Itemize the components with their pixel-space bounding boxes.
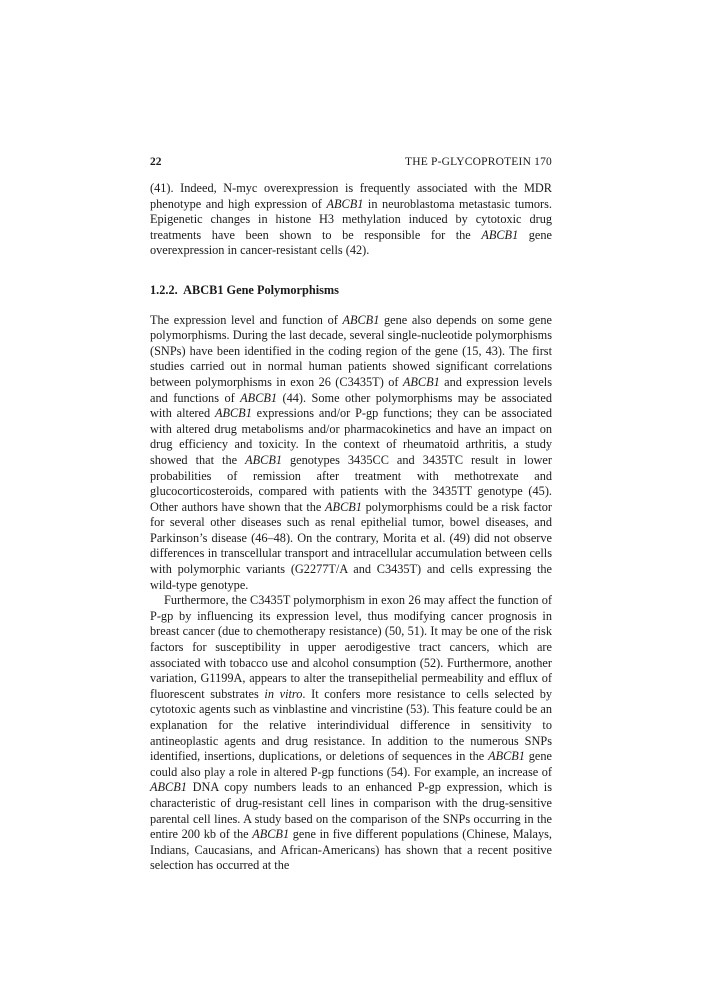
italic-term: ABCB1 [326,196,364,211]
italic-term: ABCB1 [252,827,290,842]
text-run: (44). Some other polymorphisms may be associated with altered [150,390,552,421]
section-title: ABCB1 Gene Polymorphisms [183,282,339,297]
text-run: expressions and/or P-gp functions; they can be associated with altered drug metabolisms and/or pharmacokinetics and have an impact on drug efficiency and toxicity. In the context of rheumatoid arthritis, a study showed that the [150,406,552,467]
italic-term: ABCB1 [402,374,440,389]
italic-term: ABCB1 [245,452,282,467]
page-number: 22 [150,156,162,168]
italic-term: ABCB1 [240,390,278,405]
italic-term: ABCB1 [214,406,252,421]
italic-term: ABCB1 [150,780,187,795]
paragraph [150,181,552,259]
text-run: DNA copy numbers leads to an enhanced P-gp expression, which is characteristic of drug-resistant cell lines in comparison with the drug-sensitive parental cell lines. A study based on the comparison of the SNPs occurring in the entire 200 kb of the [150,780,552,842]
italic-term: in vitro [264,686,303,701]
running-head [150,154,552,170]
italic-term: ABCB1 [481,227,519,242]
section-number: 1.2.2. [150,282,178,297]
italic-term: ABCB1 [342,312,380,327]
text-run: gene also depends on some gene polymorphisms. During the last decade, several single-nucleotide polymorphisms (SNPs) have been identified in the coding region of the gene (15, 43). The first studies carried out in normal human patients showed significant correlations between polymorphisms in exon 26 (C3435T) of [150,312,552,389]
running-title: THE P-GLYCOPROTEIN 170 [405,156,552,168]
text-run: The expression level and function of [150,312,343,327]
italic-term: ABCB1 [325,499,362,514]
text-run: gene could also play a role in altered P-gp functions (54). For example, an increase of [150,749,552,779]
text-run: polymorphisms could be a risk factor for several other diseases such as renal epithelial tumor, bowel diseases, and Parkinson’s disease (46–48). On the contrary, Morita et al. (49) did not observe differences in transcellular transport and intracellular accumulation between cells with polymorphic variants (G2277T/A and C3435T) and cells expressing the wild-type genotype. [150,499,553,592]
text-run: gene in five different populations (Chinese, Malays, Indians, Caucasians, and African-Americans) has shown that a recent positive selection has occurred at the [150,827,553,873]
paragraph [150,593,552,874]
text-run: genotypes 3435CC and 3435TC result in lower probabilities of remission after treatment with methotrexate and glucocorticosteroids, compared with patients with the 3435TT genotype (45). Other authors have shown that the [150,452,552,514]
text-run: and expression levels and functions of [150,374,552,405]
body-text [150,181,552,874]
text-run: in neuroblastoma metastasic tumors. Epigenetic changes in histone H3 methylation induced by cytotoxic drug treatments have been shown to be responsible for the [150,196,552,242]
text-run: Furthermore, the C3435T polymorphism in exon 26 may affect the function of P-gp by influencing its expression level, thus modifying cancer prognosis in breast cancer (due to chemotherapy resistance) (50, 51). It may be one of the risk factors for susceptibility in upper aerodigestive tract cancers, which are associated with tobacco use and alcohol consumption (52). Furthermore, another variation, G1199A, appears to alter the transepithelial permeability and efflux of fluorescent substrates [150,593,552,701]
text-run: gene overexpression in cancer-resistant cells (42). [150,227,552,258]
text-run: . It confers more resistance to cells selected by cytotoxic agents such as vinblastine and vincristine (53). This feature could be an explanation for the relative interindividual difference in sensitivity to antineoplastic agents and drug resistance. In addition to the numerous SNPs identified, insertions, duplications, or deletions of sequences in the [150,686,552,764]
italic-term: ABCB1 [488,749,525,764]
paragraph [150,313,552,594]
text-run: (41). Indeed, N-myc overexpression is frequently associated with the MDR phenotype and high expression of [150,181,552,211]
section-heading [150,283,552,299]
